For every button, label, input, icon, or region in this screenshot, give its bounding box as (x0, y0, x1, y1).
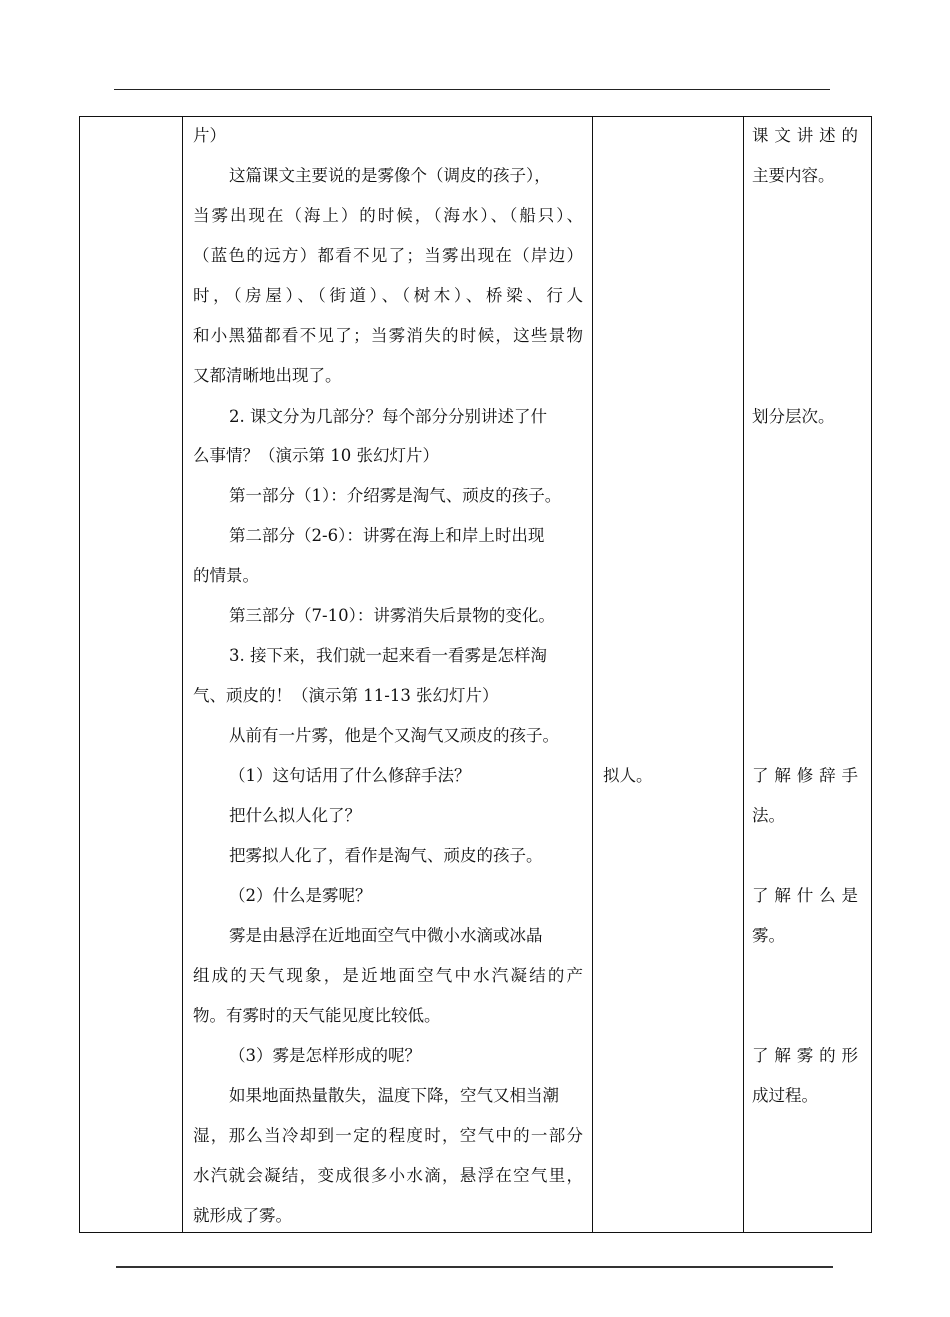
content-line: 又都清晰地出现了。 (193, 366, 342, 385)
content-line: 片） (193, 126, 226, 145)
content-line: 这篇课文主要说的是雾像个（调皮的孩子）， (229, 166, 551, 185)
content-line: 第三部分（7-10）：讲雾消失后景物的变化。 (229, 606, 555, 625)
stage-cell (80, 117, 183, 1233)
note-line: 了解雾的形 (752, 1046, 858, 1065)
content-line: 气、顽皮的！（演示第 11-13 张幻灯片） (193, 686, 499, 705)
content-line: 湿，那么当冷却到一定的程度时，空气中的一部分 (193, 1126, 583, 1145)
table-row (80, 117, 872, 1233)
content-line: 就形成了雾。 (193, 1206, 292, 1225)
note-line: 雾。 (752, 926, 785, 945)
content-line: 组成的天气现象，是近地面空气中水汽凝结的产 (193, 966, 583, 985)
content-line: （2）什么是雾呢？ (229, 886, 372, 905)
content-line: 么事情？（演示第 10 张幻灯片） (193, 446, 439, 465)
note-line: 划分层次。 (752, 407, 835, 426)
content-line: 的情景。 (193, 566, 259, 585)
content-line: 物。有雾时的天气能见度比较低。 (193, 1006, 441, 1025)
content-line: 雾是由悬浮在近地面空气中微小水滴或冰晶 (229, 926, 543, 945)
content-line: 从前有一片雾，他是个又淘气又顽皮的孩子。 (229, 726, 559, 745)
footer-rule (116, 1266, 833, 1268)
header-rule (114, 89, 830, 90)
answer-text: 拟人。 (603, 766, 653, 785)
teaching-content-cell (183, 117, 593, 1233)
note-line: 了解修辞手 (752, 766, 858, 785)
lesson-table (79, 116, 872, 1233)
content-line: （3）雾是怎样形成的呢？ (229, 1046, 421, 1065)
design-intent-cell (744, 117, 872, 1233)
content-line: 如果地面热量散失，温度下降，空气又相当潮 (229, 1086, 559, 1105)
content-line: 水汽就会凝结，变成很多小水滴，悬浮在空气里， (193, 1166, 583, 1185)
content-line: 当雾出现在（海上）的时候，（海水）、（船只）、 (193, 206, 583, 225)
note-line: 了解什么是 (752, 886, 858, 905)
content-line: 3. 接下来，我们就一起来看一看雾是怎样淘 (229, 646, 547, 665)
content-line: 和小黑猫都看不见了；当雾消失的时候，这些景物 (193, 326, 583, 345)
content-line: 第一部分（1）：介绍雾是淘气、顽皮的孩子。 (229, 486, 562, 505)
content-line: 第二部分（2-6）：讲雾在海上和岸上时出现 (229, 526, 545, 545)
note-line: 课文讲述的 (752, 126, 858, 145)
content-line: 2. 课文分为几部分？每个部分分别讲述了什 (229, 407, 547, 426)
note-line: 法。 (752, 806, 785, 825)
content-line: 把雾拟人化了，看作是淘气、顽皮的孩子。 (229, 846, 543, 865)
content-line: （蓝色的远方）都看不见了；当雾出现在（岸边） (193, 246, 583, 265)
note-line: 成过程。 (752, 1086, 818, 1105)
content-line: 时，（房屋）、（街道）、（树木）、桥梁、行人 (193, 286, 583, 305)
note-line: 主要内容。 (752, 166, 835, 185)
student-activity-cell (593, 117, 744, 1233)
content-line: （1）这句话用了什么修辞手法？ (229, 766, 471, 785)
content-line: 把什么拟人化了？ (229, 806, 361, 825)
